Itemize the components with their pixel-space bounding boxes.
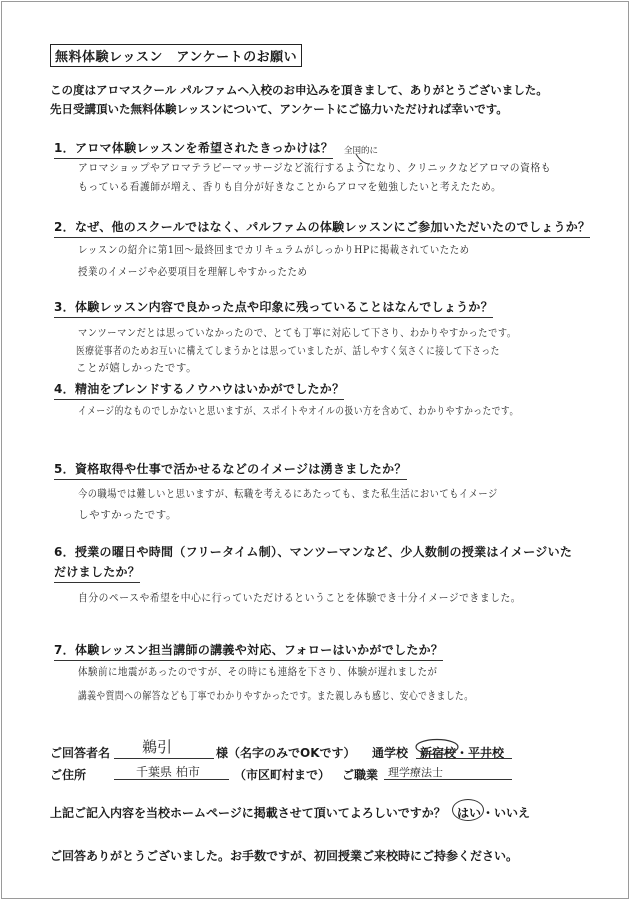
job-label: ご職業 bbox=[342, 768, 379, 782]
question-3: 3．体験レッスン内容で良かった点や印象に残っていることはなんでしょうか？ bbox=[54, 298, 493, 318]
intro-line-1: この度はアロマスクール パルファムへ入校のお申込みを頂きまして、ありがとうございました。 bbox=[50, 83, 548, 97]
answer-7-line-1: 体験前に地震があったのですが、その時にも連絡を下さり、体験が遅れましたが bbox=[78, 666, 438, 678]
closing-message: ご回答ありがとうございました。お手数ですが、初回授業ご来校時にご持参ください。 bbox=[50, 849, 519, 863]
answer-1-line-2: もっている看護師が増え、香りも自分が好きなことからアロマを勉強したいと考えたため。 bbox=[78, 181, 502, 193]
question-5: 5．資格取得や仕事で活かせるなどのイメージは湧きましたか？ bbox=[54, 460, 407, 480]
answer-5-line-2: しやすかったです。 bbox=[78, 509, 178, 521]
consent-no: いいえ bbox=[494, 806, 531, 820]
school-underline bbox=[416, 758, 512, 759]
address-label: ご住所 bbox=[50, 768, 87, 782]
school-label: 通学校 bbox=[372, 746, 409, 760]
address-value: 千葉県 柏市 bbox=[136, 765, 200, 779]
answer-3-line-2: 医療従事者のためお互いに構えてしまうかとは思っていましたが、話しやすく気さくに接して下さった bbox=[76, 345, 500, 357]
question-4: 4．精油をブレンドするノウハウはいかがでしたか？ bbox=[54, 380, 344, 400]
answer-1-line-1: アロマショップやアロマテラピーマッサージなど流行するようになり、クリニックなどアロマの資格も bbox=[78, 162, 552, 174]
answer-3-line-3: ことが嬉しかったです。 bbox=[76, 362, 198, 374]
intro-line-2: 先日受講頂いた無料体験レッスンについて、アンケートにご協力いただければ幸いです。 bbox=[50, 102, 508, 116]
consent-separator: ・ bbox=[482, 806, 495, 820]
answer-6-line-1: 自分のペースや希望を中心に行っていただけるということを体験でき十分イメージできました。 bbox=[78, 592, 522, 604]
address-underline bbox=[114, 779, 229, 780]
answer-4-line-1: イメージ的なものでしかないと思いますが、スポイトやオイルの扱い方を含めて、わかりやすかったです。 bbox=[78, 405, 519, 417]
consent-yes-circle-icon bbox=[452, 799, 484, 821]
page-title: 無料体験レッスン アンケートのお願い bbox=[50, 44, 302, 67]
survey-sheet bbox=[1, 1, 629, 899]
question-1: 1．アロマ体験レッスンを希望されたきっかけは？ bbox=[54, 139, 333, 159]
address-suffix: （市区町村まで） bbox=[234, 768, 331, 782]
question-7: 7．体験レッスン担当講師の講義や対応、フォローはいかがでしたか？ bbox=[54, 641, 443, 661]
school-value: 新宿校・平井校 bbox=[420, 746, 505, 760]
job-value: 理学療法士 bbox=[388, 766, 443, 779]
name-underline bbox=[114, 758, 214, 759]
name-label: ご回答者名 bbox=[50, 746, 111, 760]
answer-2-line-2: 授業のイメージや必要項目を理解しやすかったため bbox=[78, 266, 308, 278]
name-suffix: 様（名字のみでOKです） bbox=[216, 746, 356, 760]
question-2: 2．なぜ、他のスクールではなく、パルファムの体験レッスンにご参加いただいたのでしょうか？ bbox=[54, 218, 590, 238]
answer-5-line-1: 今の職場では難しいと思いますが、転職を考えるにあたっても、また私生活においてもイメージ bbox=[78, 488, 498, 500]
question-6-line-2: だけましたか？ bbox=[54, 563, 140, 583]
name-value: 鵜引 bbox=[142, 738, 173, 756]
consent-yes: はい bbox=[457, 806, 482, 820]
question-6-line-1: 6．授業の曜日や時間（フリータイム制）、マンツーマンなど、少人数制の授業はイメージいた bbox=[54, 545, 573, 559]
handwritten-insertion-note: 全国的に bbox=[344, 146, 379, 156]
answer-7-line-2: 講義や質問への解答なども丁寧でわかりやすかったです。また親しみも感じ、安心できました。 bbox=[78, 690, 474, 702]
consent-question: 上記ご記入内容を当校ホームページに掲載させて頂いてよろしいですか？ bbox=[50, 806, 446, 820]
answer-2-line-1: レッスンの紹介に第1回～最終回までカリキュラムがしっかりHPに掲載されていたため bbox=[78, 244, 470, 256]
job-underline bbox=[384, 779, 512, 780]
answer-3-line-1: マンツーマンだとは思っていなかったので、とても丁寧に対応して下さり、わかりやすかったです。 bbox=[78, 327, 517, 339]
school-selection-circle-icon bbox=[414, 738, 460, 756]
